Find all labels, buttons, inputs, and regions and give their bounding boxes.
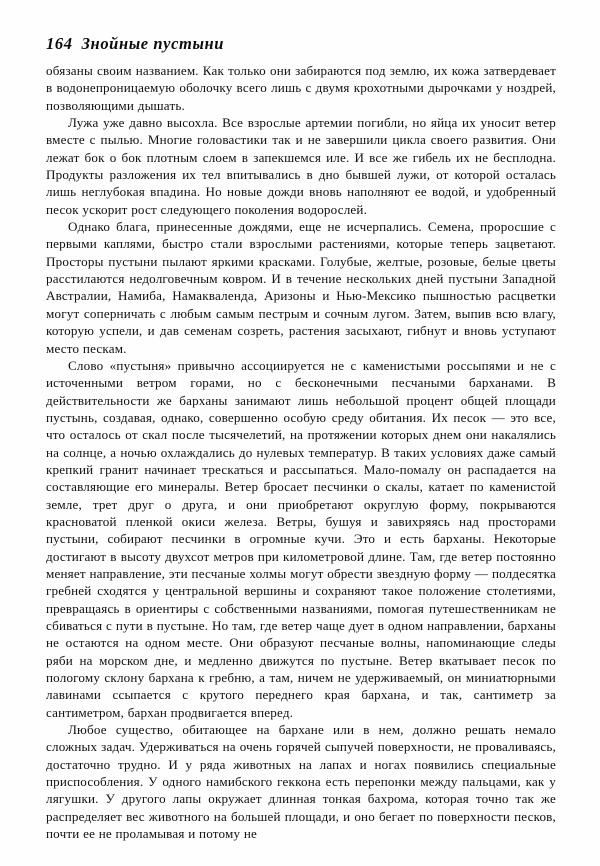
- paragraph-dune-creatures-gecko: Любое существо, обитающее на бархане или в нем, должно решать немало сложных задач. Удерживаться на очень горячей сыпучей поверхности, не проваливаясь, достаточно трудно. И у ряда животных на лапах и ногах появились специальные приспособления. У одного намибского геккона есть перепонки между пальцами, как у лягушки. У другого лапы окружает длинная тонкая бахрома, которая точно так же распределяет вес животного на большей площади, и оно бегает по поверхности песков, почти ее не проламывая и потому не: [46, 722, 556, 842]
- page-number: 164: [46, 34, 73, 53]
- body-text-block: [46, 62, 556, 842]
- paragraph-rain-blessings-flowers: Однако блага, принесенные дождями, еще не исчерпались. Семена, проросшие с первыми каплями, быстро стали взрослыми растениями, которые теперь зацветают. Просторы пустыни пылают яркими красками. Голубые, желтые, розовые, белые цветы расстилаются недолговечным ковром. И в течение нескольких дней пустыни Западной Австралии, Намиба, Намакваленда, Аризоны и Нью-Мексико пышностью расцветки могут соперничать с любым самым пестрым и сочным лугом. Затем, выпив всю влагу, которую успели, и дав семенам созреть, растения засыхают, гибнут и вновь уступают место пескам.: [46, 219, 556, 356]
- running-title: Знойные пустыни: [81, 34, 225, 53]
- running-head: [46, 34, 556, 54]
- paragraph-puddle-artemia: Лужа уже давно высохла. Все взрослые артемии погибли, но яйца их уносит ветер вместе с пылью. Многие головастики так и не завершили цикла своего развития. Они лежат бок о бок плотным слоем в запекшемся иле. И все же гибель их не бесплодна. Продукты разложения их тел впитывались в дно бывшей лужи, от которой осталась лишь неглубокая впадина. Но новые дожди вновь наполняют ее водой, и удобренный песок ускорит рост следующего поколения водорослей.: [46, 115, 556, 217]
- paragraph-word-desert-dunes: Слово «пустыня» привычно ассоциируется не с каменистыми россыпями и не с источенными ветром горами, но с бесконечными песчаными барханами. В действительности же барханы занимают лишь небольшой процент общей площади пустынь, создавая, однако, совершенно особую среду обитания. Их песок — это все, что осталось от скал после тысячелетий, на протяжении которых днем они накалялись на солнце, а ночью охлаждались до нулевых температур. В таких условиях даже самый крепкий гранит начинает трескаться и рассыпаться. Мало-помалу он распадается на составляющие его минералы. Ветер бросает песчинки о скалы, катает по каменистой земле, трет друг о друга, и они приобретают округлую форму, покрываются красноватой пленкой окиси железа. Ветры, бушуя и завихряясь над просторами пустыни, собирают песчинки в огромные кучи. Это и есть барханы. Некоторые достигают в высоту двухсот метров при километровой длине. Там, где ветер постоянно меняет направление, эти песчаные холмы могут обрести звездную форму — полдесятка гребней сходятся у центральной вершины и сохраняют такое положение столетиями, превращаясь в ориентиры с собственными названиями, помогая путешественникам не сбиваться с пути в пустыне. Но там, где ветер чаще дует в одном направлении, барханы не остаются на одном месте. Они образуют песчаные волны, напоминающие следы ряби на морском дне, и медленно движутся по пустыне. Ветер вкатывает песок по пологому склону бархана к гребню, а там, ничем не удерживаемый, он миниатюрными лавинами ссыпается с крутого переднего края бархана, и так, сантиметр за сантиметром, бархан продвигается вперед.: [46, 357, 556, 720]
- paragraph-continued-cuticle: обязаны своим названием. Как только они забираются под землю, их кожа затвердевает в водонепроницаемую оболочку всего лишь с двумя крохотными дырочками у ноздрей, позволяющими дышать.: [46, 63, 556, 113]
